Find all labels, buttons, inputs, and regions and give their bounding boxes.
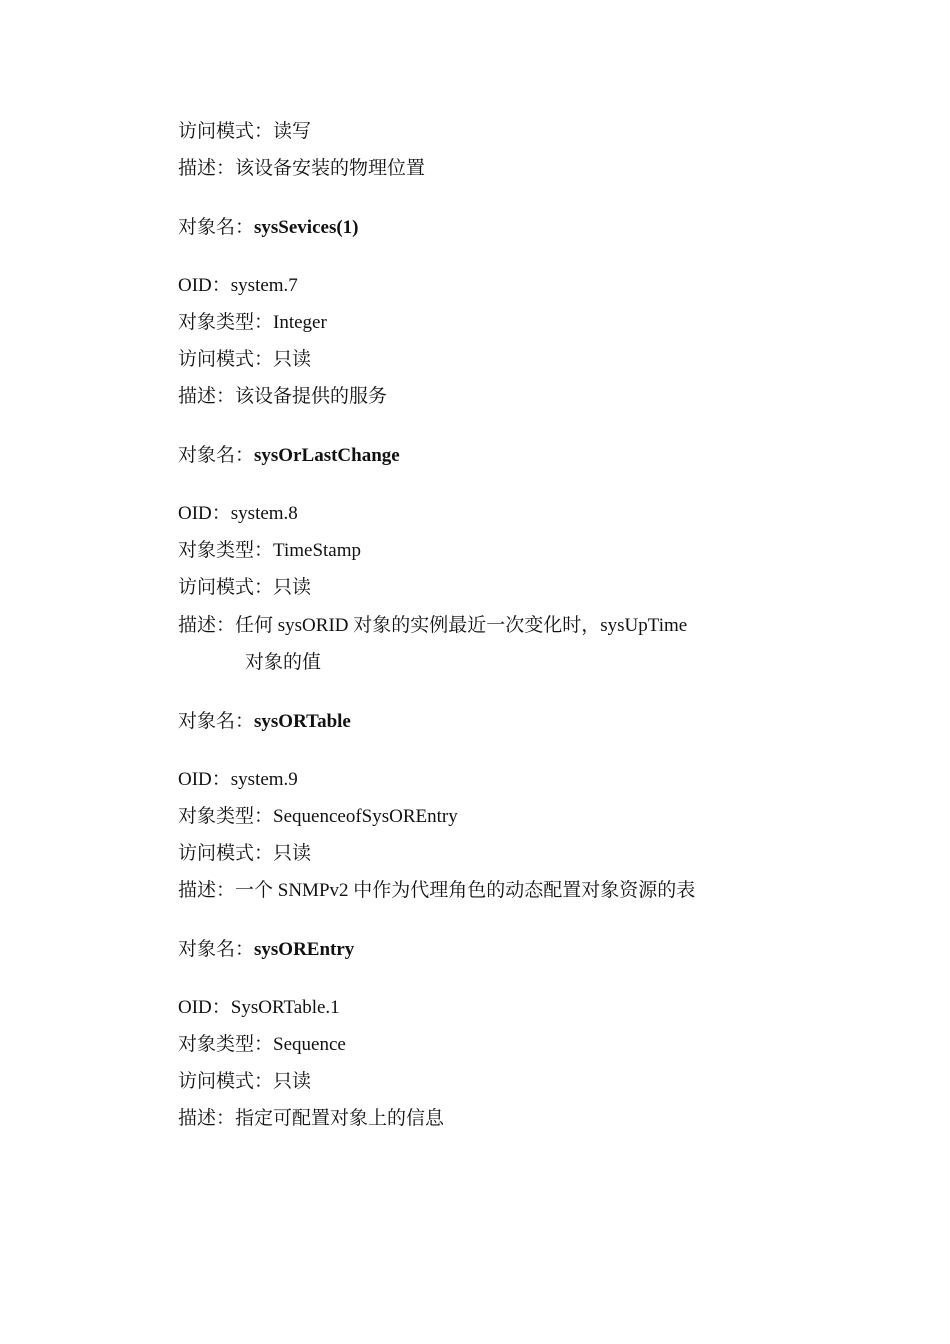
description-continuation: 对象的值: [245, 652, 322, 673]
object-type-label: 对象类型：: [178, 806, 274, 827]
object-name-line: [178, 216, 359, 240]
object-name-label: 对象名：: [178, 711, 255, 732]
oid-value: system.8: [230, 503, 298, 524]
object-name-label: 对象名：: [178, 217, 255, 238]
object-name-line: [178, 710, 351, 734]
object-type-value: Integer: [273, 312, 327, 333]
description-value: 一个 SNMPv2 中作为代理角色的动态配置对象资源的表: [235, 880, 696, 901]
access-mode-line: [178, 1070, 311, 1094]
access-mode-value: 只读: [273, 1071, 312, 1092]
object-type-line: [178, 1033, 346, 1057]
access-mode-label: 访问模式：: [178, 843, 274, 864]
description-label: 描述：: [178, 1108, 236, 1129]
description-value: 指定可配置对象上的信息: [235, 1108, 445, 1129]
access-mode-line: [178, 120, 311, 144]
oid-label: OID：: [178, 769, 231, 790]
object-type-label: 对象类型：: [178, 540, 274, 561]
description-line: [178, 157, 425, 181]
access-mode-value: 只读: [273, 843, 312, 864]
oid-value: SysORTable.1: [230, 997, 340, 1018]
description-value: 该设备安装的物理位置: [235, 158, 426, 179]
description-line: [178, 1107, 444, 1131]
object-name-label: 对象名：: [178, 445, 255, 466]
access-mode-label: 访问模式：: [178, 349, 274, 370]
oid-label: OID：: [178, 503, 231, 524]
object-type-line: [178, 311, 327, 335]
object-type-label: 对象类型：: [178, 312, 274, 333]
object-type-value: Sequence: [273, 1034, 346, 1055]
access-mode-label: 访问模式：: [178, 1071, 274, 1092]
object-type-value: SequenceofSysOREntry: [273, 806, 458, 827]
description-value: 任何 sysORID 对象的实例最近一次变化时，sysUpTime: [235, 615, 688, 636]
object-name-value: sysORTable: [254, 711, 351, 732]
object-name-label: 对象名：: [178, 939, 255, 960]
description-line: [178, 614, 687, 638]
access-mode-line: [178, 348, 311, 372]
oid-value: system.9: [230, 769, 298, 790]
oid-label: OID：: [178, 275, 231, 296]
access-mode-value: 只读: [273, 577, 312, 598]
description-label: 描述：: [178, 158, 236, 179]
object-name-value: sysOREntry: [254, 939, 355, 960]
access-mode-line: [178, 576, 311, 600]
description-line: [178, 385, 387, 409]
object-type-line: [178, 805, 458, 829]
access-mode-label: 访问模式：: [178, 121, 274, 142]
oid-line: [178, 274, 298, 298]
oid-line: [178, 502, 298, 526]
object-type-value: TimeStamp: [273, 540, 362, 561]
object-name-value: sysOrLastChange: [254, 445, 400, 466]
object-name-value: sysSevices(1): [254, 217, 359, 238]
description-label: 描述：: [178, 880, 236, 901]
description-line: [178, 879, 695, 903]
access-mode-value: 只读: [273, 349, 312, 370]
description-value: 该设备提供的服务: [235, 386, 388, 407]
object-name-line: [178, 444, 400, 468]
object-name-line: [178, 938, 354, 962]
oid-label: OID：: [178, 997, 231, 1018]
description-label: 描述：: [178, 386, 236, 407]
oid-line: [178, 768, 298, 792]
access-mode-value: 读写: [273, 121, 312, 142]
description-label: 描述：: [178, 615, 236, 636]
access-mode-label: 访问模式：: [178, 577, 274, 598]
object-type-label: 对象类型：: [178, 1034, 274, 1055]
oid-value: system.7: [230, 275, 298, 296]
access-mode-line: [178, 842, 311, 866]
oid-line: [178, 996, 340, 1020]
object-type-line: [178, 539, 361, 563]
